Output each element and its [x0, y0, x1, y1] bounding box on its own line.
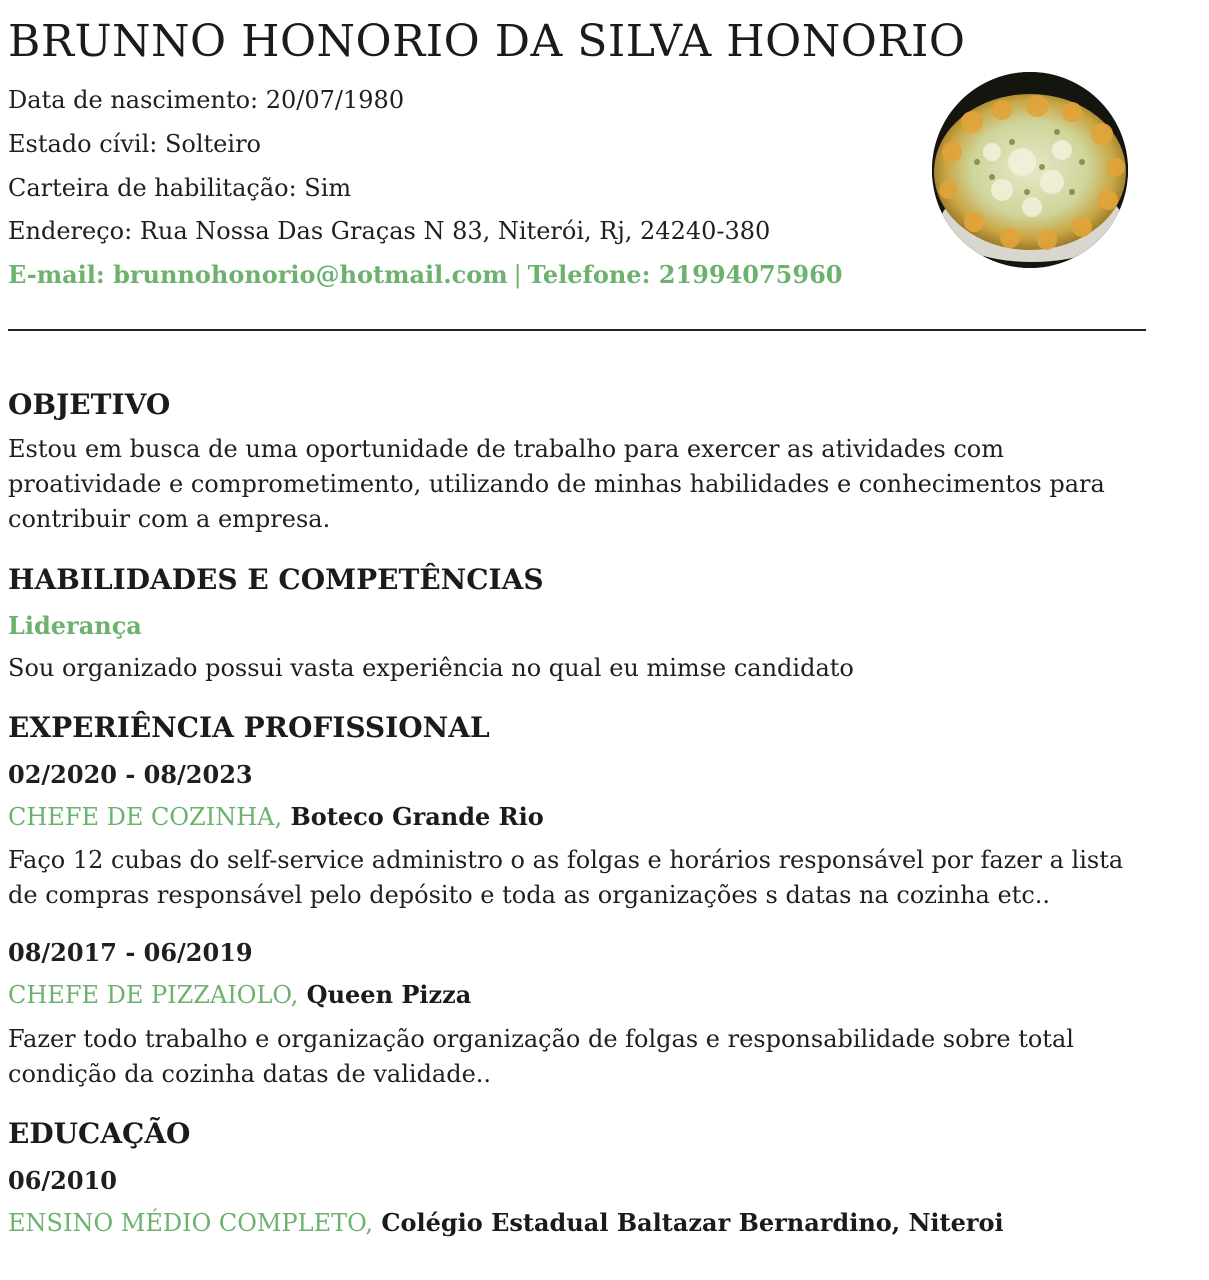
job-description-line: de compras responsável pelo depósito e toda as organizações s datas na cozinha etc.. — [8, 881, 1051, 909]
pizza-photo-icon — [932, 72, 1128, 268]
job-role-line — [8, 802, 544, 831]
education-date: 06/2010 — [8, 1166, 117, 1195]
job-company: Boteco Grande Rio — [290, 802, 544, 831]
job-title: CHEFE DE COZINHA, — [8, 803, 283, 831]
objective-heading: OBJETIVO — [8, 388, 171, 421]
skills-heading: HABILIDADES E COMPETÊNCIAS — [8, 563, 544, 596]
objective-line: proatividade e comprometimento, utilizando de minhas habilidades e conhecimentos para — [8, 470, 1105, 498]
phone-link[interactable]: Telefone: 21994075960 — [527, 260, 843, 289]
marital-status: Estado cívil: Solteiro — [8, 130, 261, 158]
education-line — [8, 1208, 1004, 1237]
contact-line — [8, 260, 842, 289]
job-dates: 08/2017 - 06/2019 — [8, 938, 253, 967]
education-degree: ENSINO MÉDIO COMPLETO, — [8, 1209, 373, 1237]
job-company: Queen Pizza — [306, 980, 472, 1009]
job-description-line: Fazer todo trabalho e organização organização de folgas e responsabilidade sobre total — [8, 1025, 1074, 1053]
objective-line: Estou em busca de uma oportunidade de trabalho para exercer as atividades com — [8, 435, 1004, 463]
skill-description: Sou organizado possui vasta experiência no qual eu mimse candidato — [8, 654, 854, 682]
education-heading: EDUCAÇÃO — [8, 1117, 191, 1150]
birth-date: Data de nascimento: 20/07/1980 — [8, 86, 405, 114]
header-divider — [8, 329, 1146, 331]
experience-heading: EXPERIÊNCIA PROFISSIONAL — [8, 711, 490, 744]
email-link[interactable]: E-mail: brunnohonorio@hotmail.com — [8, 260, 508, 289]
driver-license: Carteira de habilitação: Sim — [8, 174, 352, 202]
contact-separator: | — [513, 261, 522, 289]
candidate-name: BRUNNO HONORIO DA SILVA HONORIO — [8, 16, 966, 67]
address: Endereço: Rua Nossa Das Graças N 83, Niterói, Rj, 24240-380 — [8, 217, 771, 245]
job-description-line: Faço 12 cubas do self-service administro o as folgas e horários responsável por fazer a lista — [8, 846, 1124, 874]
job-description-line: condição da cozinha datas de validade.. — [8, 1060, 492, 1088]
education-school: Colégio Estadual Baltazar Bernardino, Niteroi — [381, 1208, 1004, 1237]
job-title: CHEFE DE PIZZAIOLO, — [8, 981, 299, 1009]
resume-page — [8, 0, 1198, 1280]
job-dates: 02/2020 - 08/2023 — [8, 760, 253, 789]
skill-title: Liderança — [8, 611, 142, 640]
job-role-line — [8, 980, 471, 1009]
objective-line: contribuir com a empresa. — [8, 505, 331, 533]
